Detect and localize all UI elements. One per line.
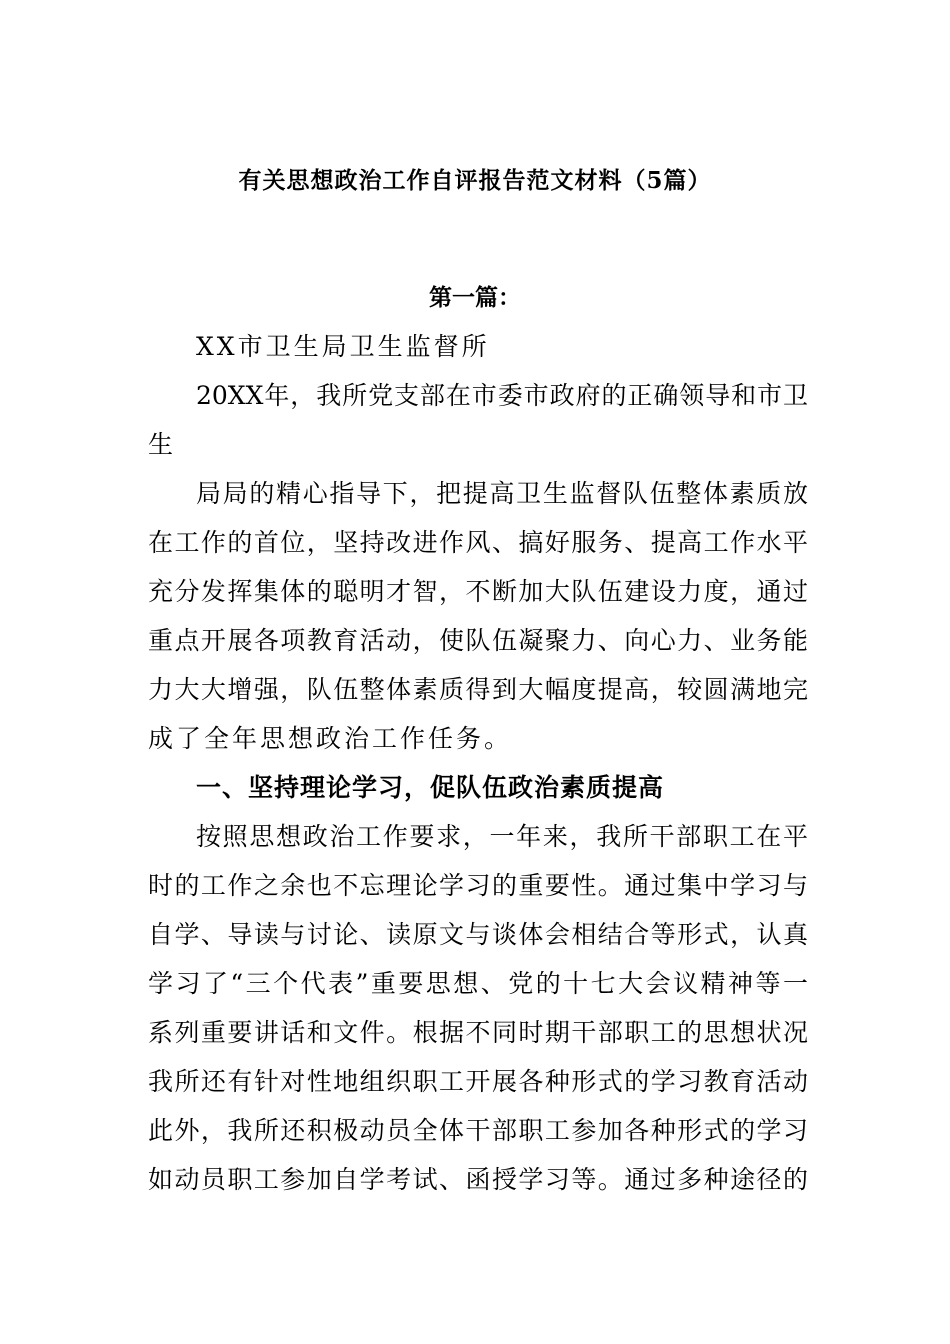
paragraph-line: 在工作的首位，坚持改进作风、搞好服务、提高工作水平 bbox=[148, 528, 808, 557]
paragraph-line: 成了全年思想政治工作任务。 bbox=[148, 724, 513, 753]
paragraph-line: 局局的精心指导下，把提高卫生监督队伍整体素质放 bbox=[196, 479, 808, 508]
paragraph-line: 系列重要讲话和文件。根据不同时期干部职工的思想状况 bbox=[148, 1018, 808, 1047]
paragraph-line: 按照思想政治工作要求，一年来，我所干部职工在平 bbox=[196, 822, 808, 851]
paragraph-line: 此外，我所还积极动员全体干部职工参加各种形式的学习 bbox=[148, 1116, 808, 1145]
subsection-heading: 一、坚持理论学习，促队伍政治素质提高 bbox=[196, 773, 665, 802]
document-title: 有关思想政治工作自评报告范文材料（5篇） bbox=[238, 167, 712, 194]
paragraph-line: 力大大增强，队伍整体素质得到大幅度提高，较圆满地完 bbox=[148, 675, 808, 704]
paragraph-line: XX市卫生局卫生监督所 bbox=[196, 332, 490, 361]
paragraph-line: 自学、导读与讨论、读原文与谈体会相结合等形式，认真 bbox=[148, 920, 808, 949]
paragraph-line: 时的工作之余也不忘理论学习的重要性。通过集中学习与 bbox=[148, 871, 808, 900]
paragraph-line: 充分发挥集体的聪明才智，不断加大队伍建设力度，通过 bbox=[148, 577, 808, 606]
paragraph-line: 学习了“三个代表”重要思想、党的十七大会议精神等一 bbox=[148, 969, 808, 998]
paragraph-line: 如动员职工参加自学考试、函授学习等。通过多种途径的 bbox=[148, 1165, 808, 1194]
paragraph-line: 生 bbox=[148, 430, 177, 459]
paragraph-line: 重点开展各项教育活动，使队伍凝聚力、向心力、业务能 bbox=[148, 626, 808, 655]
paragraph-line: 20XX年，我所党支部在市委市政府的正确领导和市卫 bbox=[196, 381, 808, 410]
section-heading: 第一篇： bbox=[429, 284, 521, 311]
paragraph-line: 我所还有针对性地组织职工开展各种形式的学习教育活动 bbox=[148, 1067, 808, 1096]
